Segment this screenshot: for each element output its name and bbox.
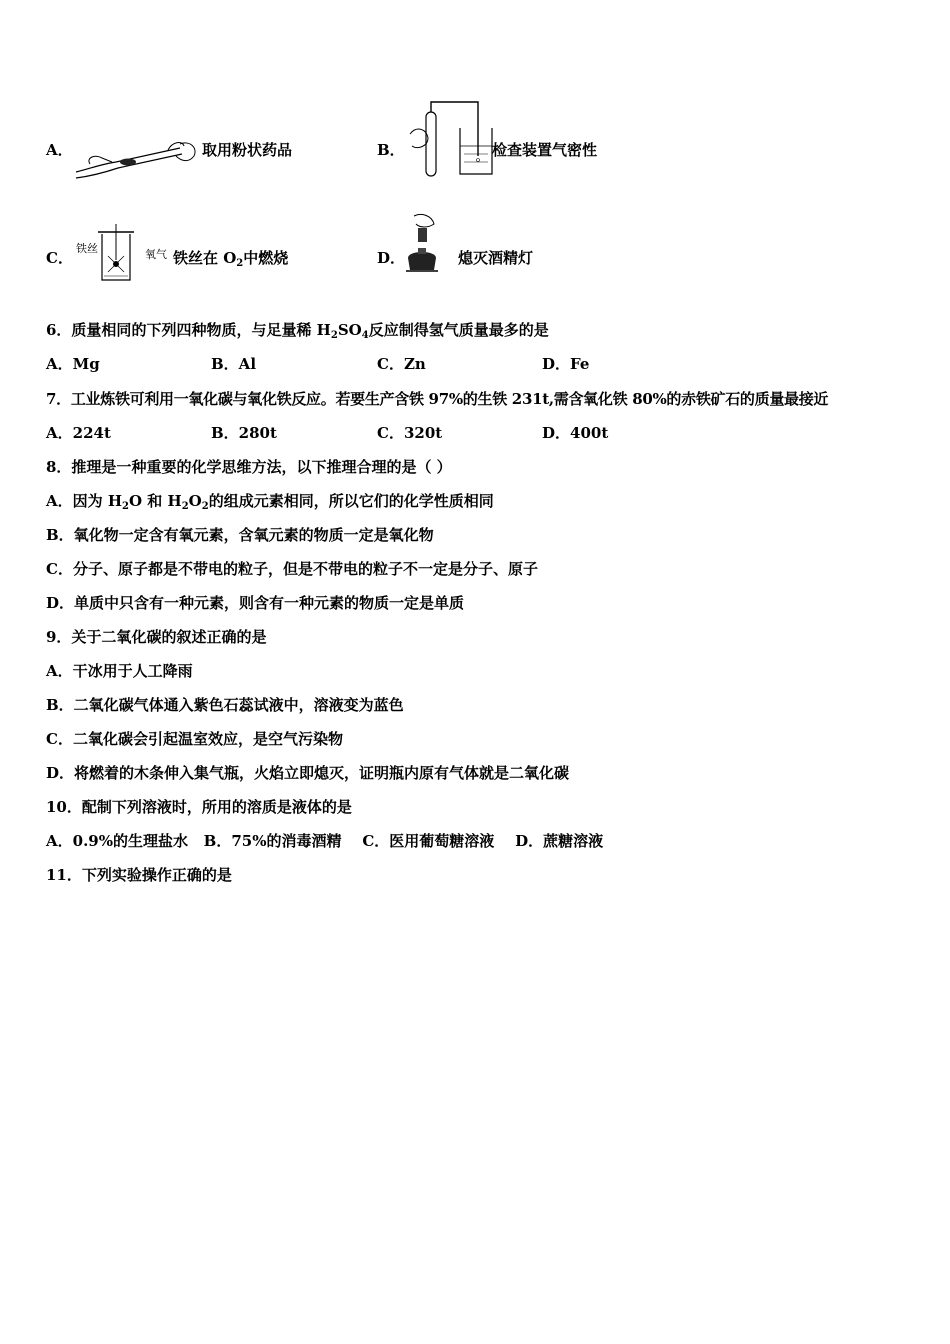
q8-option-d: D．单质中只含有一种元素，则含有一种元素的物质一定是单质 — [46, 594, 465, 612]
q10-stem: 10．配制下列溶液时，所用的溶质是液体的是 — [46, 798, 352, 816]
q9-option-b: B．二氧化碳气体通入紫色石蕊试液中，溶液变为蓝色 — [46, 696, 404, 714]
option-c-label: 铁丝在 $O_2$中燃烧 — [173, 249, 289, 269]
q8-stem: 8．推理是一种重要的化学思维方法，以下推理合理的是（ ） — [46, 458, 452, 476]
airtightness-check-illustration — [404, 98, 496, 180]
q7-option: C．320t — [377, 424, 443, 442]
q7-option: A．224t — [46, 424, 111, 442]
q6-stem: 6．质量相同的下列四种物质，与足量稀 $H_2SO_4$反应制得氢气质量最多的是 — [46, 321, 549, 341]
q11-stem: 11．下列实验操作正确的是 — [46, 866, 232, 884]
q8-option-c: C．分子、原子都是不带电的粒子，但是不带电的粒子不一定是分子、原子 — [46, 560, 538, 578]
q7-option: B．280t — [211, 424, 277, 442]
option-a-letter: A． — [46, 141, 73, 159]
q6-option: B．Al — [211, 355, 257, 373]
powder-sampling-illustration — [72, 134, 200, 182]
extinguish-alcohol-lamp-illustration — [398, 212, 446, 276]
iron-wire-caption: 铁丝 — [76, 242, 98, 255]
q8-option-a: A．因为 $H_2O$ 和 $H_2O_2$的组成元素相同，所以它们的化学性质相同 — [46, 492, 494, 512]
q9-option-c: C．二氧化碳会引起温室效应，是空气污染物 — [46, 730, 343, 748]
option-b-letter: B． — [377, 141, 405, 159]
q7-stem: 7．工业炼铁可利用一氧化碳与氧化铁反应。若要生产含铁 97%的生铁 231t,需含氧化铁 80%的赤铁矿石的质量最接近 — [46, 390, 829, 408]
option-d-letter: D． — [377, 249, 406, 267]
q9-stem: 9．关于二氧化碳的叙述正确的是 — [46, 628, 267, 646]
oxygen-caption: 氧气 — [145, 248, 167, 261]
q6-option: C．Zn — [377, 355, 426, 373]
q6-option: D．Fe — [542, 355, 590, 373]
option-c-letter: C． — [46, 249, 73, 267]
option-d-label: 熄灭酒精灯 — [458, 249, 534, 267]
q9-option-d: D．将燃着的木条伸入集气瓶，火焰立即熄灭，证明瓶内原有气体就是二氧化碳 — [46, 764, 570, 782]
q7-option: D．400t — [542, 424, 609, 442]
q9-option-a: A．干冰用于人工降雨 — [46, 662, 193, 680]
q10-options: A．0.9%的生理盐水 B．75%的消毒酒精 C．医用葡萄糖溶液 D．蔗糖溶液 — [46, 832, 604, 850]
option-a-label: 取用粉状药品 — [202, 141, 293, 159]
option-b-label: 检查装置气密性 — [492, 141, 598, 159]
q6-option: A．Mg — [46, 355, 100, 373]
q8-option-b: B．氧化物一定含有氧元素，含氧元素的物质一定是氧化物 — [46, 526, 434, 544]
